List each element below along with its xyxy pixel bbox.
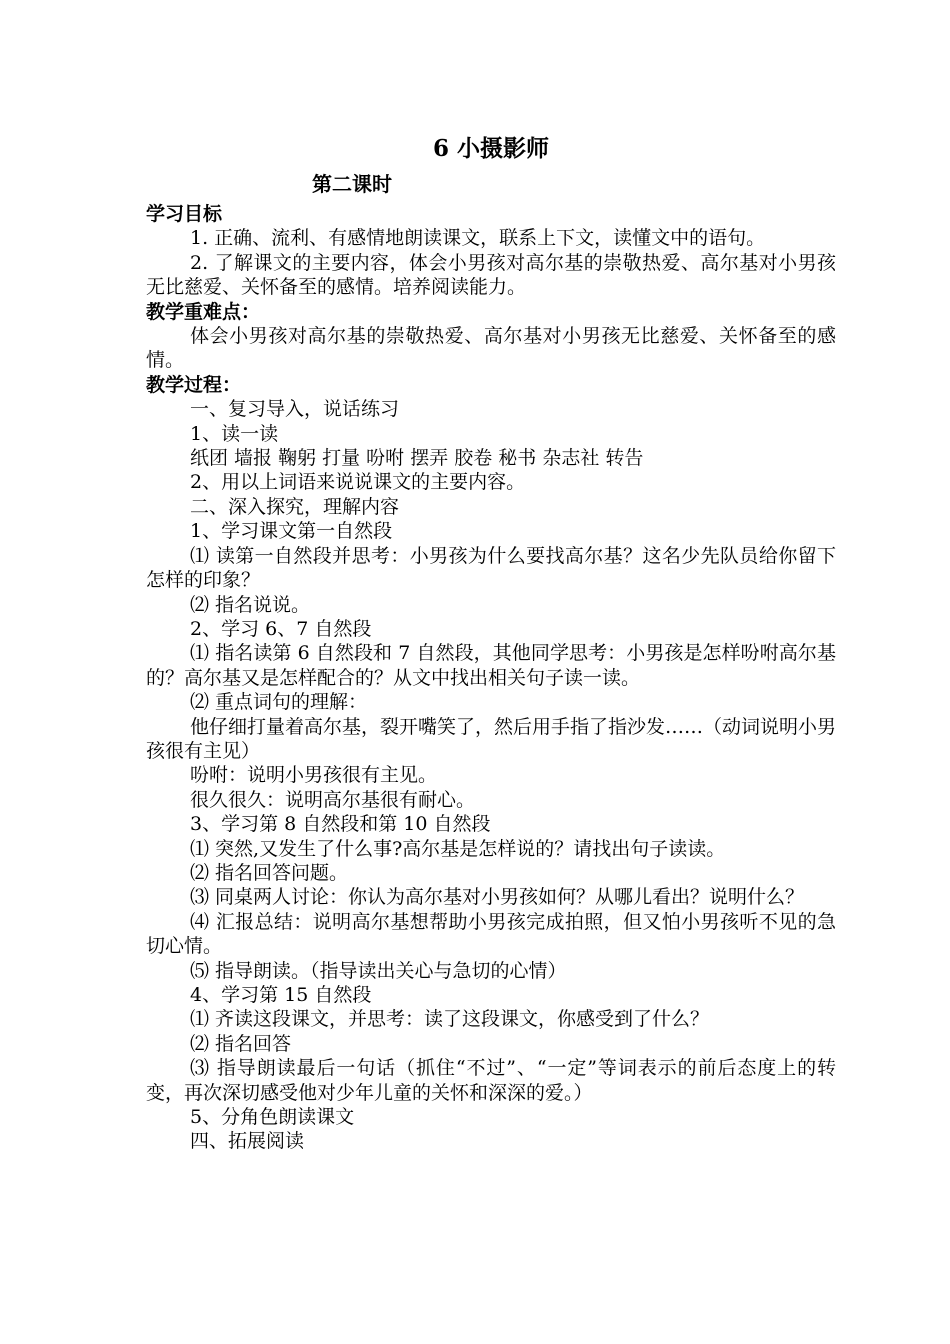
process-step: 3、学习第 8 自然段和第 10 自然段 <box>190 813 491 836</box>
process-step: ⑶ 同桌两人讨论：你认为高尔基对小男孩如何？从哪儿看出？说明什么？ <box>190 886 805 909</box>
process-step: 5、分角色朗读课文 <box>190 1106 355 1129</box>
objective-paragraph: 1. 正确、流利、有感情地朗读课文，联系上下文，读懂文中的语句。 <box>190 227 766 250</box>
process-step: ⑸ 指导朗读。（指导读出关心与急切的心情） <box>190 959 567 982</box>
process-step: 四、拓展阅读 <box>190 1130 305 1153</box>
process-step: ⑴ 齐读这段课文，并思考：读了这段课文，你感受到了什么？ <box>190 1008 710 1031</box>
process-step: 二、深入探究，理解内容 <box>190 495 400 518</box>
key-point-paragraph: 体会小男孩对高尔基的崇敬热爱、高尔基对小男孩无比慈爱、关怀备至的感情。 <box>146 325 836 372</box>
process-step: 2、学习 6、7 自然段 <box>190 617 372 640</box>
process-step: 一、复习导入，说话练习 <box>190 398 400 421</box>
lesson-period: 第二课时 <box>312 172 392 196</box>
process-step: ⑷ 汇报总结：说明高尔基想帮助小男孩完成拍照，但又怕小男孩听不见的急切心情。 <box>146 910 836 958</box>
process-step: ⑶ 指导朗读最后一句话（抓住“不过”、“一定”等词表示的前后态度上的转变，再次深切感受他对少年儿童的关怀和深深的爱。） <box>146 1057 836 1104</box>
document-page <box>146 132 836 1154</box>
process-step: ⑴ 指名读第 6 自然段和 7 自然段，其他同学思考：小男孩是怎样吩咐高尔基的？高尔基又是怎样配合的？从文中找出相关句子读一读。 <box>146 642 836 689</box>
process-step: ⑵ 重点词句的理解： <box>190 691 368 714</box>
process-step: ⑴ 读第一自然段并思考：小男孩为什么要找高尔基？这名少先队员给你留下怎样的印象？ <box>146 544 836 592</box>
section-heading-key-points: 教学重难点： <box>146 300 261 323</box>
process-step: 4、学习第 15 自然段 <box>190 984 372 1006</box>
process-step: ⑵ 指名回答 <box>190 1032 292 1055</box>
process-step: ⑵ 指名回答问题。 <box>190 861 349 884</box>
process-step: ⑵ 指名说说。 <box>190 593 311 616</box>
document-title: 6 小摄影师 <box>432 135 549 162</box>
process-step: 很久很久：说明高尔基很有耐心。 <box>190 788 476 811</box>
process-step: 2、用以上词语来说说课文的主要内容。 <box>190 471 526 494</box>
process-step: 1、学习课文第一自然段 <box>190 520 393 543</box>
section-heading-objectives: 学习目标 <box>146 203 223 225</box>
section-heading-process: 教学过程： <box>146 373 242 396</box>
vocabulary-list: 纸团 墙报 鞠躬 打量 吩咐 摆弄 胶卷 秘书 杂志社 转告 <box>190 447 644 470</box>
process-step: 他仔细打量着高尔基，裂开嘴笑了，然后用手指了指沙发……（动词说明小男孩很有主见） <box>146 715 837 762</box>
objective-paragraph: 2. 了解课文的主要内容，体会小男孩对高尔基的崇敬热爱、高尔基对小男孩无比慈爱、关怀备至的感情。培养阅读能力。 <box>146 251 836 299</box>
process-step: 1、读一读 <box>190 422 279 445</box>
process-step: 吩咐：说明小男孩很有主见。 <box>190 764 438 787</box>
process-step: ⑴ 突然,又发生了什么事?高尔基是怎样说的？请找出句子读读。 <box>190 837 726 860</box>
